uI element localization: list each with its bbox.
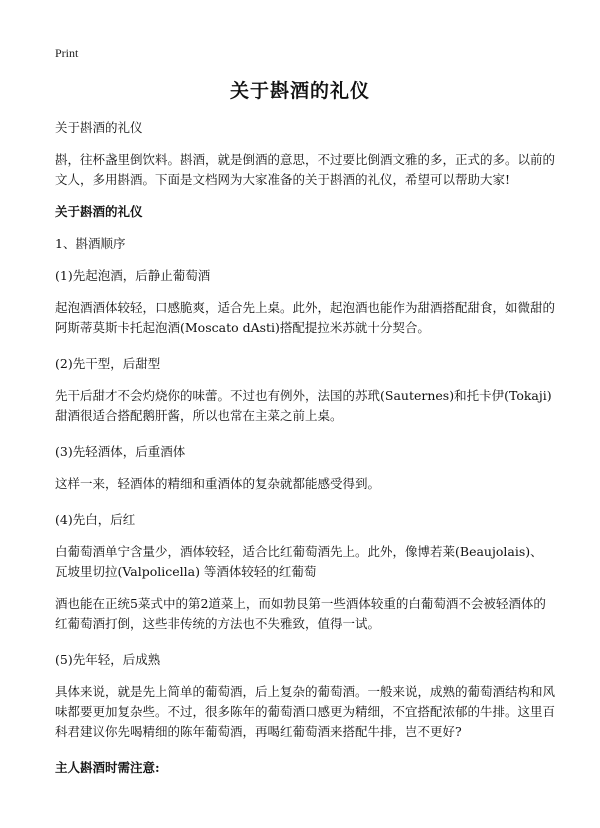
item-title: (4)先白，后红 bbox=[55, 512, 136, 527]
intro-paragraph: 斟，往杯盏里倒饮料。斟酒，就是倒酒的意思，不过要比倒酒文雅的多，正式的多。以前的文人，多用斟酒。下面是文档网为大家准备的关于斟酒的礼仪，希望可以帮助大家! bbox=[55, 152, 556, 187]
subtitle: 关于斟酒的礼仪 bbox=[55, 120, 143, 135]
section-heading: 关于斟酒的礼仪 bbox=[55, 204, 143, 219]
page-title: 关于斟酒的礼仪 bbox=[229, 80, 370, 102]
item-text: 这样一来，轻酒体的精细和重酒体的复杂就都能感受得到。 bbox=[55, 476, 381, 491]
document-body bbox=[55, 118, 555, 790]
print-link[interactable]: Print bbox=[55, 46, 79, 60]
item-title: (3)先轻酒体，后重酒体 bbox=[55, 444, 186, 459]
section-heading: 主人斟酒时需注意: bbox=[55, 760, 160, 775]
item-text: 具体来说，就是先上简单的葡萄酒，后上复杂的葡萄酒。一般来说，成熟的葡萄酒结构和风味都要更加复杂些。不过，很多陈年的葡萄酒口感更为精细，不宜搭配浓郁的牛排。这里百科君建议你先喝精细的陈年葡萄酒，再喝红葡萄酒来搭配牛排，岂不更好? bbox=[55, 684, 556, 739]
item-title: (2)先干型，后甜型 bbox=[55, 356, 161, 371]
item-text: 酒也能在正统5菜式中的第2道菜上，而如勃艮第一些酒体较重的白葡萄酒不会被轻酒体的红葡萄酒打倒，这些非传统的方法也不失雅致，值得一试。 bbox=[55, 596, 546, 631]
item-text: 白葡萄酒单宁含量少，酒体较轻，适合比红葡萄酒先上。此外，像博若莱(Beaujolais)、瓦坡里切拉(Valpolicella) 等酒体较轻的红葡萄 bbox=[55, 544, 543, 579]
item-title: (1)先起泡酒，后静止葡萄酒 bbox=[55, 268, 211, 283]
item-title: (5)先年轻，后成熟 bbox=[55, 652, 161, 667]
item-text: 先干后甜才不会灼烧你的味蕾。不过也有例外，法国的苏玳(Sauternes)和托卡伊(Tokaji)甜酒很适合搭配鹅肝酱，所以也常在主菜之前上桌。 bbox=[55, 388, 552, 423]
list-title: 1、斟酒顺序 bbox=[55, 236, 126, 251]
item-text: 起泡酒酒体较轻，口感脆爽，适合先上桌。此外，起泡酒也能作为甜酒搭配甜食，如微甜的阿斯蒂莫斯卡托起泡酒(Moscato dAsti)搭配提拉米苏就十分契合。 bbox=[55, 300, 556, 335]
